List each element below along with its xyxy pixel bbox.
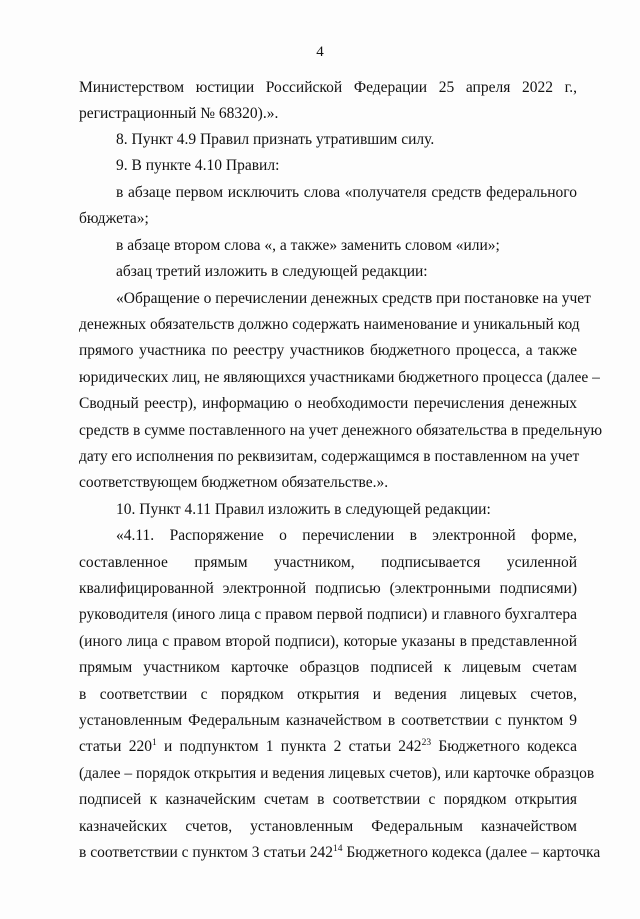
page-number: 4 bbox=[316, 44, 324, 60]
text-line: казначейских счетов, установленным Федеральным казначейством bbox=[79, 818, 577, 835]
superscript: 1 bbox=[151, 737, 157, 748]
text-line: дату его исполнения по реквизитам, содержащимся в поставленном на учет bbox=[79, 448, 580, 465]
superscript: 14 bbox=[333, 843, 343, 854]
text-line: прямым участником карточке образцов подписей к лицевым счетам bbox=[79, 659, 577, 676]
text-line: регистрационный № 68320).». bbox=[79, 105, 279, 122]
text-line: квалифицированной электронной подписью (электронными подписями) bbox=[79, 580, 577, 597]
text-line: «4.11. Распоряжение о перечислении в электронной форме, bbox=[116, 527, 577, 544]
text-line: в соответствии с пунктом 3 статьи $242^{14}$ Бюджетного кодекса (далее – карточка bbox=[79, 843, 601, 861]
text-line: 9. В пункте 4.10 Правил: bbox=[116, 157, 280, 174]
text-line: в абзаце втором слова «, а также» заменить словом «или»; bbox=[116, 237, 500, 254]
text-line: денежных обязательств должно содержать наименование и уникальный код bbox=[79, 316, 580, 333]
text-line: Министерством юстиции Российской Федерации 25 апреля 2022 г., bbox=[79, 79, 577, 96]
text-line: прямого участника по реестру участников бюджетного процесса, а также bbox=[79, 342, 577, 359]
text-line: в абзаце первом исключить слова «получателя средств федерального bbox=[116, 184, 577, 201]
text-line: (иного лица с правом второй подписи), которые указаны в представленной bbox=[79, 633, 577, 650]
text-line: составленное прямым участником, подписывается усиленной bbox=[79, 554, 577, 571]
superscript: 23 bbox=[421, 737, 432, 748]
text-line: 10. Пункт 4.11 Правил изложить в следующей редакции: bbox=[116, 501, 491, 518]
text-line: «Обращение о перечислении денежных средств при постановке на учет bbox=[116, 290, 591, 307]
text-line: руководителя (иного лица с правом первой подписи) и главного бухгалтера bbox=[79, 606, 577, 623]
text-line: Сводный реестр), информацию о необходимости перечисления денежных bbox=[79, 395, 577, 412]
text-line: соответствующем бюджетном обязательстве.». bbox=[79, 474, 389, 491]
text-line: статьи $220^1$ и подпунктом 1 пункта 2 статьи $242^{23}$ Бюджетного кодекса bbox=[79, 737, 577, 755]
text-line: 8. Пункт 4.9 Правил признать утратившим силу. bbox=[116, 131, 435, 148]
text-line: в соответствии с порядком открытия и ведения лицевых счетов, bbox=[79, 686, 577, 703]
text-line: подписей к казначейским счетам в соответствии с порядком открытия bbox=[79, 791, 577, 808]
text-line: средств в сумме поставленного на учет денежного обязательства в предельную bbox=[79, 422, 603, 439]
text-line: юридических лиц, не являющихся участниками бюджетного процесса (далее – bbox=[79, 369, 600, 386]
text-line: абзац третий изложить в следующей редакции: bbox=[116, 263, 428, 280]
text-line: установленным Федеральным казначейством в соответствии с пунктом 9 bbox=[79, 712, 577, 729]
text-line: (далее – порядок открытия и ведения лицевых счетов), или карточке образцов bbox=[79, 765, 595, 782]
text-line: бюджета»; bbox=[79, 210, 149, 227]
